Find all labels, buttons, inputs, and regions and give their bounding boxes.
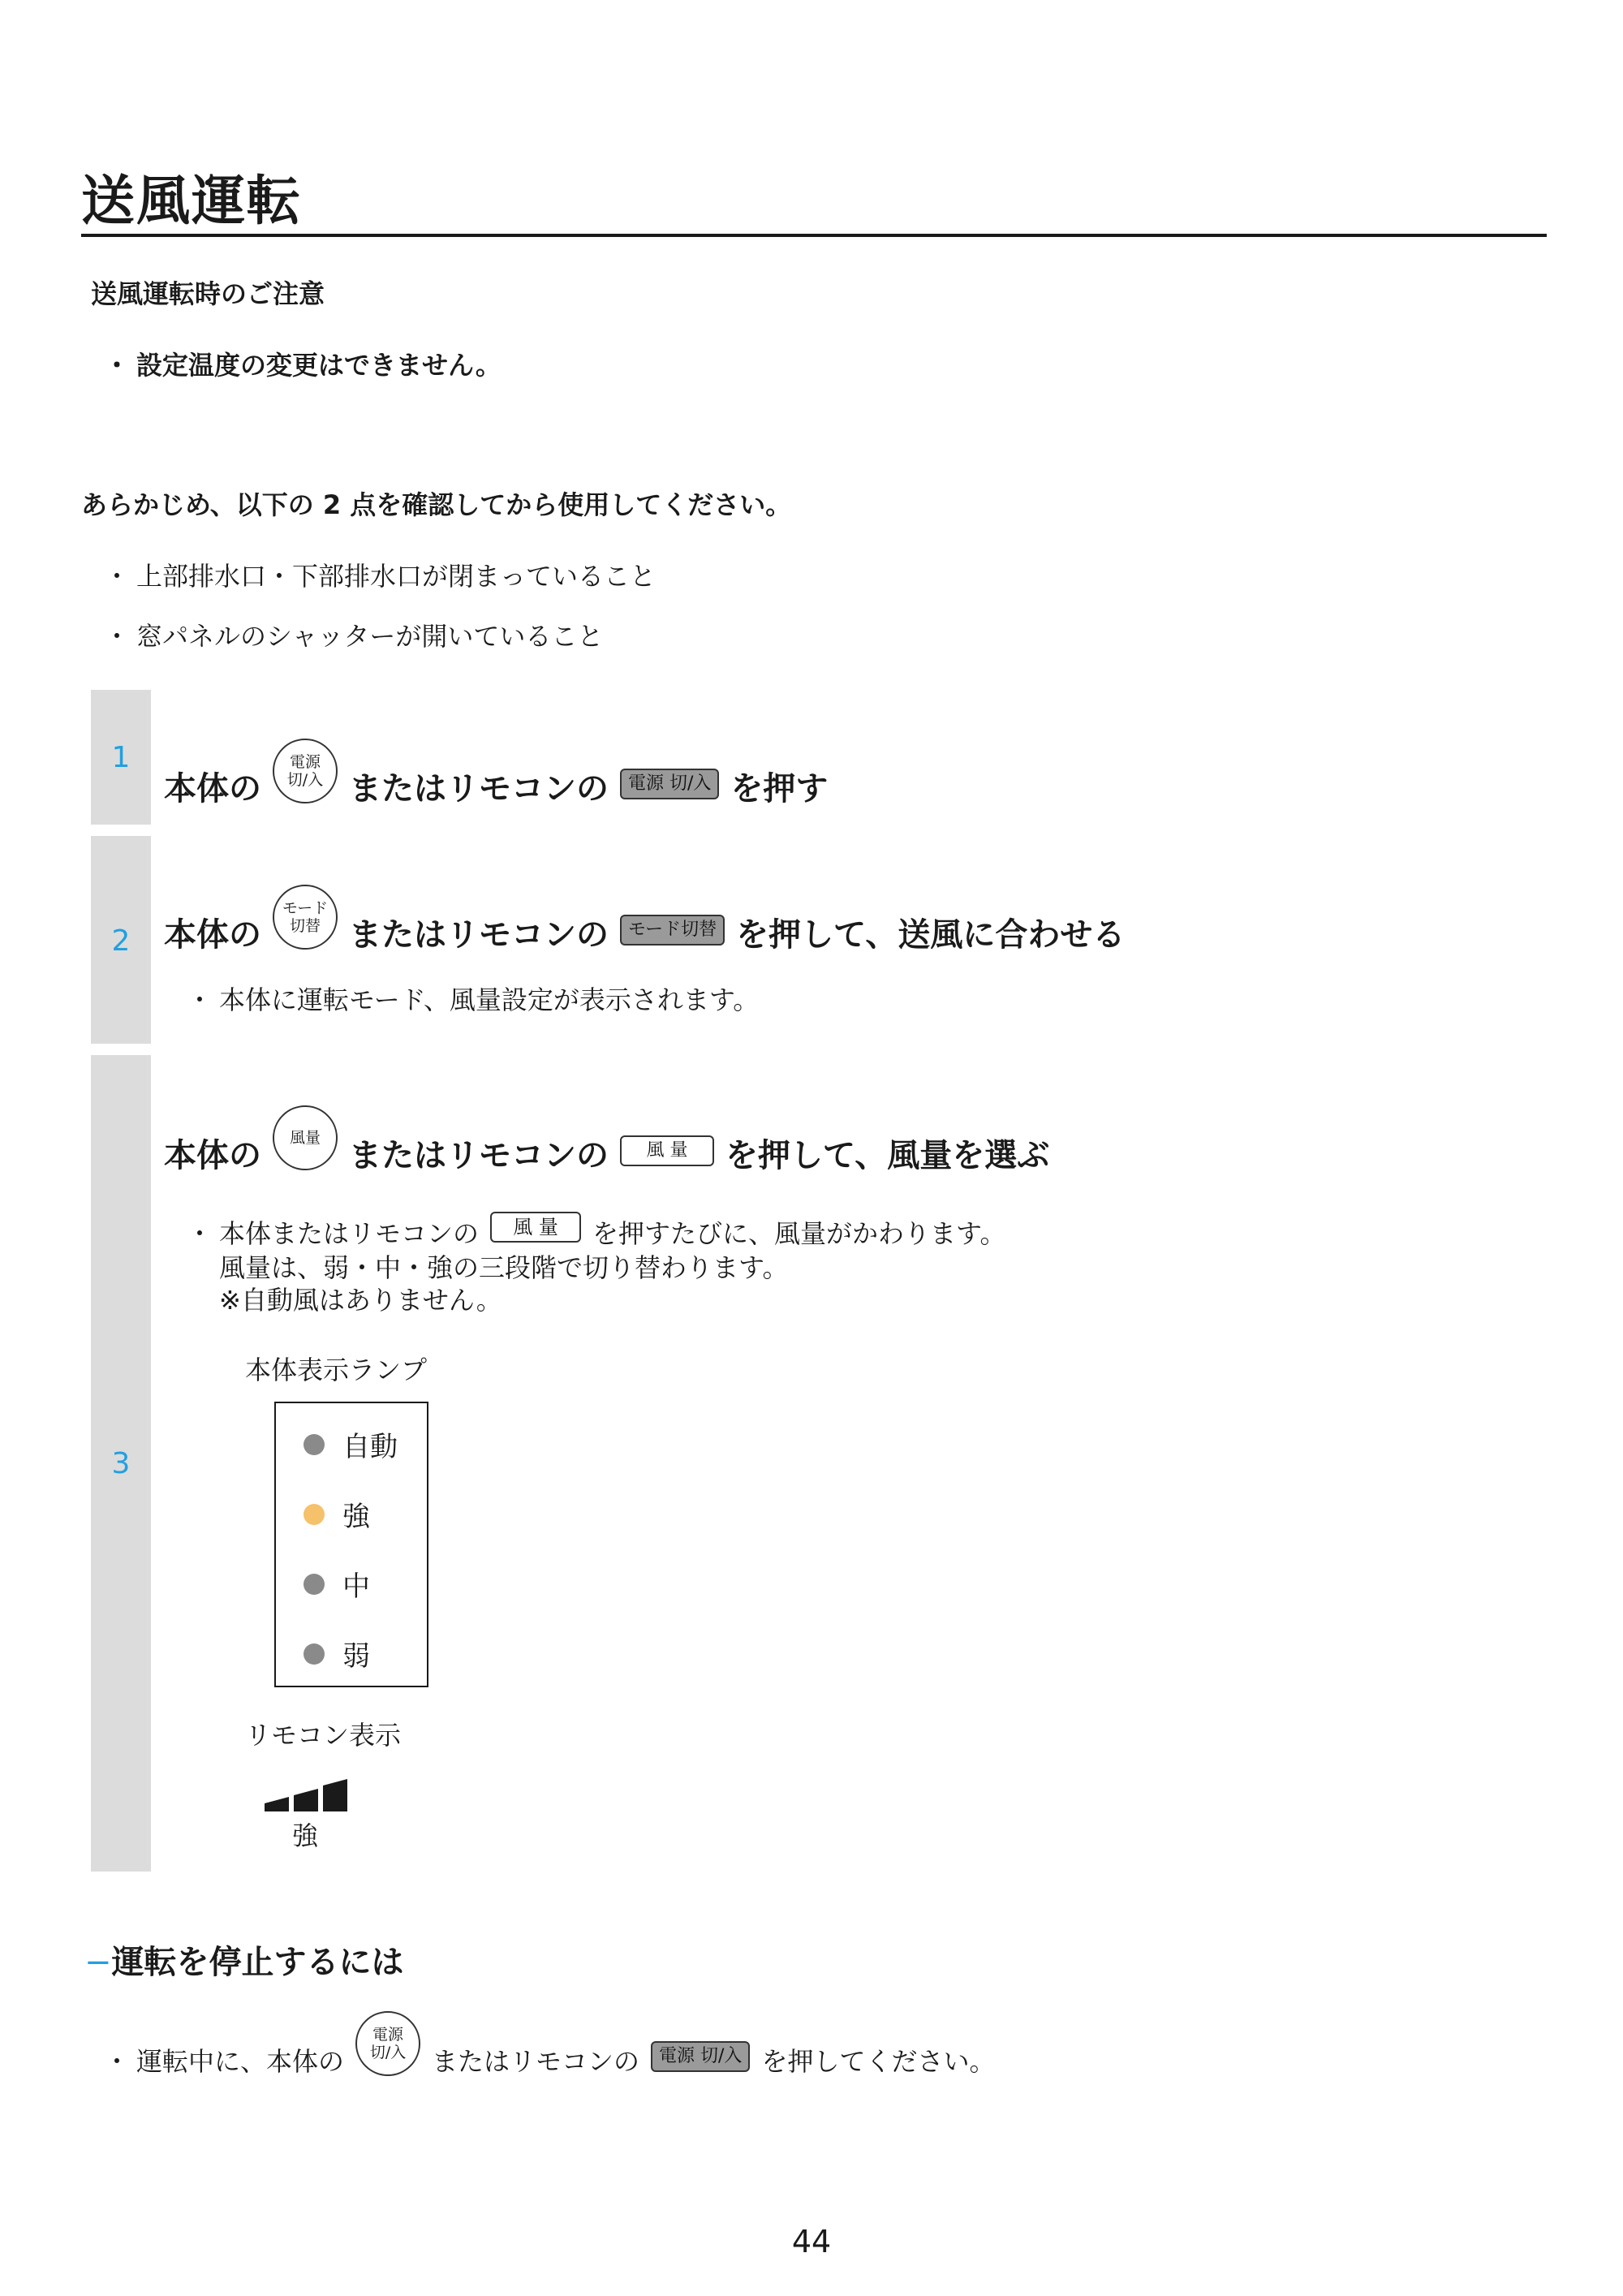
stop-heading-text: 運転を停止するには <box>111 1944 404 1981</box>
stop-instruction <box>136 2026 996 2094</box>
note-text: ・ 本体またはリモコンの <box>219 1218 480 1249</box>
unit-mode-button[interactable] <box>273 885 338 950</box>
step-2-instruction <box>164 899 1126 967</box>
unit-fan-button[interactable] <box>273 1105 338 1170</box>
unit-lamp-panel <box>274 1402 428 1687</box>
page-number: 44 <box>791 2224 832 2259</box>
step-1-instruction <box>164 753 829 821</box>
lamp-label: 中 <box>342 1570 370 1603</box>
remote-fan-button[interactable]: 風 量 <box>620 1135 714 1166</box>
button-label: 電源 <box>372 2026 404 2044</box>
lamp-dot <box>304 1574 325 1595</box>
heading-dash: − <box>84 1944 112 1981</box>
title-underline <box>81 234 1547 237</box>
stop-text: を押してください。 <box>761 2046 996 2077</box>
page-title: 送風運転 <box>81 170 302 232</box>
lamp-weak <box>304 1634 370 1674</box>
lamp-label: 弱 <box>342 1640 370 1673</box>
lamp-dot <box>304 1504 325 1525</box>
caution-heading: 送風運転時のご注意 <box>91 278 325 309</box>
precheck-item: ・ 上部排水口・下部排水口が閉まっていること <box>136 560 656 592</box>
remote-mode-button[interactable]: モード切替 <box>620 915 725 946</box>
button-label: 風量 <box>289 1129 321 1147</box>
remote-power-button[interactable]: 電源 切/入 <box>620 769 719 799</box>
step-text: を押して、風量を選ぶ <box>725 1137 1050 1174</box>
step-text: またはリモコンの <box>349 770 609 808</box>
button-label: モード <box>282 899 329 917</box>
lamp-dot <box>304 1643 325 1665</box>
button-label: 電源 <box>289 753 321 771</box>
step-text: 本体の <box>164 916 261 954</box>
step-text: を押す <box>730 770 829 808</box>
step-text: 本体の <box>164 1137 261 1174</box>
lamp-auto <box>304 1424 398 1464</box>
stop-text: またはリモコンの <box>432 2046 640 2077</box>
step-text: またはリモコンの <box>349 916 609 954</box>
step-text: またはリモコンの <box>349 1137 609 1174</box>
fan-level-bars-icon <box>265 1776 349 1811</box>
step-3-note-line: 風量は、弱・中・強の三段階で切り替わります。 <box>219 1252 789 1283</box>
lamp-medium <box>304 1564 370 1604</box>
button-label: 切/入 <box>286 771 324 789</box>
button-label: 切/入 <box>369 2044 407 2061</box>
step-number: 3 <box>111 1447 131 1480</box>
remote-display-title: リモコン表示 <box>245 1720 402 1751</box>
lamp-dot <box>304 1434 325 1455</box>
step-3-note-line: ※自動風はありません。 <box>219 1285 502 1316</box>
step-number: 1 <box>111 741 131 774</box>
remote-fan-button-inline[interactable]: 風 量 <box>490 1212 581 1243</box>
step-number: 2 <box>111 924 131 958</box>
lamp-label: 自動 <box>342 1431 398 1463</box>
step-2-note: ・ 本体に運転モード、風量設定が表示されます。 <box>219 984 759 1016</box>
note-text: を押すたびに、風量がかわります。 <box>592 1218 1006 1249</box>
step-3-note <box>219 1217 1005 1250</box>
stop-heading <box>84 1941 404 1984</box>
precheck-intro: あらかじめ、以下の 2 点を確認してから使用してください。 <box>81 489 792 520</box>
stop-text: ・ 運転中に、本体の <box>136 2046 345 2077</box>
button-label: 切替 <box>289 917 321 935</box>
step-text: 本体の <box>164 770 261 808</box>
lamp-strong <box>304 1494 370 1534</box>
remote-display-label: 強 <box>292 1820 319 1851</box>
precheck-item: ・ 窓パネルのシャッターが開いていること <box>136 620 603 653</box>
step-text: を押して、送風に合わせる <box>736 916 1126 954</box>
lamp-title: 本体表示ランプ <box>245 1355 428 1385</box>
lamp-label: 強 <box>342 1501 370 1533</box>
remote-power-button[interactable]: 電源 切/入 <box>651 2041 750 2072</box>
unit-power-button[interactable] <box>355 2011 420 2076</box>
step-3-instruction <box>164 1123 1049 1188</box>
unit-power-button[interactable] <box>273 739 338 803</box>
caution-item: ・ 設定温度の変更はできません。 <box>136 349 502 381</box>
